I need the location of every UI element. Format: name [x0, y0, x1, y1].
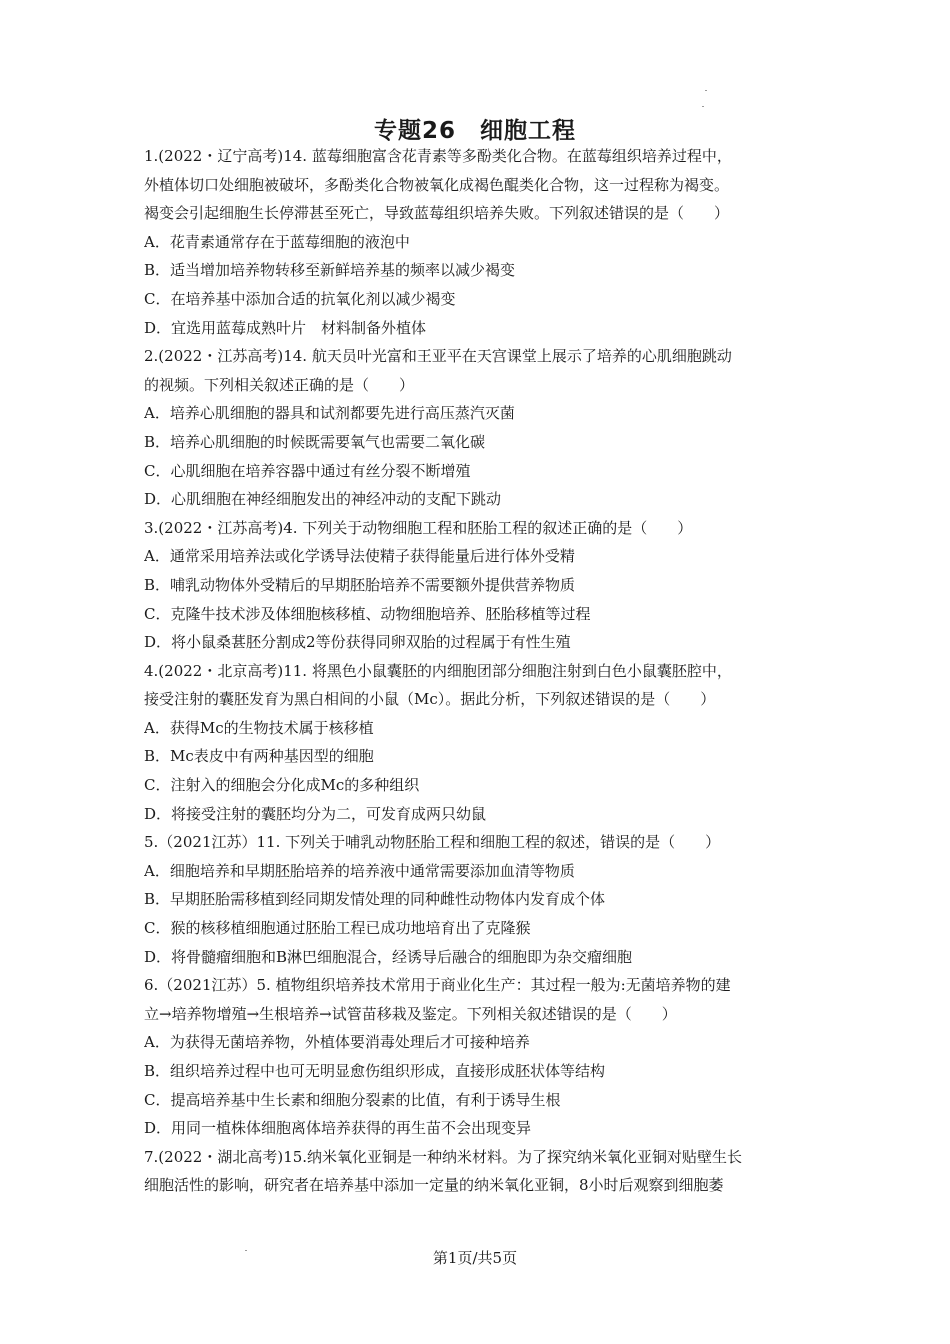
question-block	[144, 342, 814, 514]
question-block	[144, 657, 814, 829]
answer-option: D．将小鼠桑葚胚分割成2等份获得同卵双胎的过程属于有性生殖	[144, 633, 571, 652]
answer-option: B．Mc表皮中有两种基因型的细胞	[144, 747, 374, 766]
question-stem-line: 接受注射的囊胚发育为黑白相间的小鼠（Mc）。据此分析，下列叙述错误的是（ ）	[144, 690, 716, 709]
question-block	[144, 971, 814, 1143]
question-stem-line: 的视频。下列相关叙述正确的是（ ）	[144, 375, 415, 394]
answer-option: B．培养心肌细胞的时候既需要氧气也需要二氧化碳	[144, 432, 486, 451]
answer-option: A．通常采用培养法或化学诱导法使精子获得能量后进行体外受精	[144, 547, 575, 566]
question-block	[144, 514, 814, 657]
answer-option: C．猴的核移植细胞通过胚胎工程已成功地培育出了克隆猴	[144, 919, 531, 938]
answer-option: C．提高培养基中生长素和细胞分裂素的比值，有利于诱导生根	[144, 1090, 561, 1109]
question-stem-line: 细胞活性的影响，研究者在培养基中添加一定量的纳米氧化亚铜，8小时后观察到细胞萎	[144, 1176, 724, 1195]
answer-option: B．适当增加培养物转移至新鲜培养基的频率以减少褐变	[144, 261, 516, 280]
answer-option: D．用同一植株体细胞离体培养获得的再生苗不会出现变异	[144, 1119, 532, 1138]
answer-option: B．早期胚胎需移植到经同期发情处理的同种雌性动物体内发育成个体	[144, 890, 606, 909]
answer-option: B．组织培养过程中也可无明显愈伤组织形成，直接形成胚状体等结构	[144, 1062, 606, 1080]
question-stem-line: 褐变会引起细胞生长停滞甚至死亡，导致蓝莓组织培养失败。下列叙述错误的是（ ）	[144, 204, 730, 223]
answer-option: C．注射入的细胞会分化成Mc的多种组织	[144, 776, 420, 795]
answer-option: A．为获得无菌培养物，外植体要消毒处理后才可接种培养	[144, 1033, 530, 1052]
answer-option: A．培养心肌细胞的器具和试剂都要先进行高压蒸汽灭菌	[144, 404, 515, 423]
question-list	[144, 142, 814, 1200]
question-block	[144, 828, 814, 971]
answer-option: D．心肌细胞在神经细胞发出的神经冲动的支配下跳动	[144, 490, 502, 509]
answer-option: D．将骨髓瘤细胞和B淋巴细胞混合，经诱导后融合的细胞即为杂交瘤细胞	[144, 947, 633, 966]
answer-option: B．哺乳动物体外受精后的早期胚胎培养不需要额外提供营养物质	[144, 575, 576, 594]
answer-option: D．将接受注射的囊胚均分为二，可发育成两只幼鼠	[144, 804, 487, 823]
question-block	[144, 1143, 814, 1200]
question-stem-line: 4.(2022・北京高考)11. 将黑色小鼠囊胚的内细胞团部分细胞注射到白色小鼠囊胚腔中，	[144, 661, 732, 680]
page-title: 专题26 细胞工程	[373, 118, 576, 144]
question-stem-line: 6.（2021江苏）5. 植物组织培养技术常用于商业化生产：其过程一般为:无菌培养物的建	[144, 976, 731, 995]
answer-option: A．细胞培养和早期胚胎培养的培养液中通常需要添加血清等物质	[144, 861, 575, 880]
scan-speck	[702, 106, 704, 107]
question-stem-line: 外植体切口处细胞被破坏，多酚类化合物被氧化成褐色醌类化合物，这一过程称为褐变。	[144, 175, 730, 194]
question-stem-line: 3.(2022・江苏高考)4. 下列关于动物细胞工程和胚胎工程的叙述正确的是（ ）	[144, 518, 693, 537]
answer-option: D．宜选用蓝莓成熟叶片 材料制备外植体	[144, 318, 427, 337]
question-stem-line: 7.(2022・湖北高考)15.纳米氧化亚铜是一种纳米材料。为了探究纳米氧化亚铜对贴壁生长	[144, 1147, 743, 1166]
answer-option: C．在培养基中添加合适的抗氧化剂以减少褐变	[144, 289, 456, 308]
answer-option: A．获得Mc的生物技术属于核移植	[144, 718, 374, 737]
question-stem-line: 5.（2021江苏）11. 下列关于哺乳动物胚胎工程和细胞工程的叙述，错误的是（ ）	[144, 833, 721, 852]
question-stem-line: 2.(2022・江苏高考)14. 航天员叶光富和王亚平在天宫课堂上展示了培养的心肌细胞跳动	[144, 347, 732, 366]
answer-option: A．花青素通常存在于蓝莓细胞的液泡中	[144, 232, 410, 251]
scan-speck	[705, 90, 707, 91]
page-number: 第1页/共5页	[432, 1249, 518, 1267]
answer-option: C．克隆牛技术涉及体细胞核移植、动物细胞培养、胚胎移植等过程	[144, 604, 591, 623]
question-stem-line: 1.(2022・辽宁高考)14. 蓝莓细胞富含花青素等多酚类化合物。在蓝莓组织培养过程中，	[144, 147, 732, 165]
answer-option: C．心肌细胞在培养容器中通过有丝分裂不断增殖	[144, 461, 471, 480]
question-stem-line: 立→培养物增殖→生根培养→试管苗移栽及鉴定。下列相关叙述错误的是（ ）	[144, 1004, 677, 1023]
question-block	[144, 142, 814, 342]
